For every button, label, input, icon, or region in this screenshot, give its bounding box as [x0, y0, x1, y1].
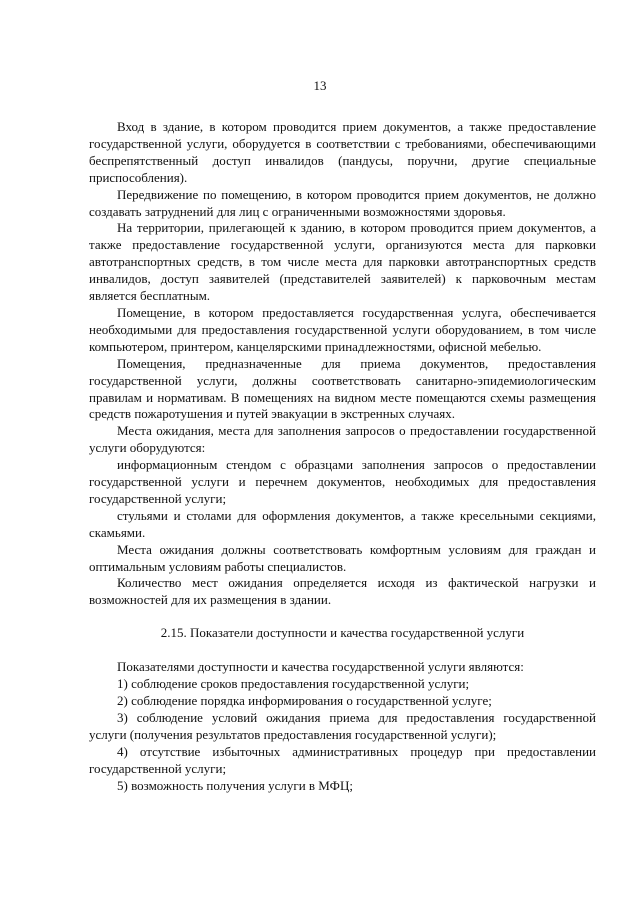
list-item-mfc: 5) возможность получения услуги в МФЦ; — [117, 777, 353, 793]
list-item-informing-procedure: 2) соблюдение порядка информирования о государственной услуге; — [117, 693, 492, 708]
list-item-no-excess-procedures: 4) отсутствие избыточных административных процедур при предоставлении государственной услуги; — [89, 743, 596, 776]
page-number: 13 — [313, 78, 327, 93]
list-item-waiting-conditions: 3) соблюдение условий ожидания приема для предоставления государственной услуги (получения результатов предоставления государственной услуги); — [89, 709, 596, 742]
paragraph-comfort-conditions: Места ожидания должны соответствовать комфортным условиям для граждан и оптимальным условиям работы специалистов. — [89, 541, 596, 574]
list-item-deadlines: 1) соблюдение сроков предоставления государственной услуги; — [117, 676, 470, 692]
paragraph-entrance-accessibility: Вход в здание, в котором проводится прием документов, а также предоставление государственной услуги, оборудуется в соответствии с требованиями, обеспечивающими беспрепятственный доступ инвалидов (пандусы, поручни, другие специальные приспособления). — [89, 119, 596, 185]
paragraph-indicators-intro: Показателями доступности и качества государственной услуги являются: — [117, 659, 524, 675]
paragraph-parking: На территории, прилегающей к зданию, в котором проводится прием документов, а также предоставление государственной услуги, организуются места для парковки автотранспортных средств, в том числе места для парковки автотранспортных средств инвалидов, доступ заявителей (представителей заявителей) к парковочным местам является бесплатным. — [89, 220, 596, 304]
paragraph-movement-inside: Передвижение по помещению, в котором проводится прием документов, не должно создавать затруднений для лиц с ограниченными возможностями здоровья. — [89, 186, 596, 219]
body-text — [89, 119, 596, 794]
section-heading: 2.15. Показатели доступности и качества государственной услуги — [160, 625, 525, 641]
paragraph-information-stand: информационным стендом с образцами заполнения запросов о предоставлении государственной услуги и перечнем документов, необходимых для предоставления государственной услуги; — [89, 457, 596, 506]
paragraph-sanitary-requirements: Помещения, предназначенные для приема документов, предоставления государственной услуги, должны соответствовать санитарно-эпидемиологическим правилам и нормативам. В помещениях на видном месте помещаются схемы размещения средств пожаротушения и путей эвакуации в экстренных случаях. — [89, 355, 596, 422]
paragraph-waiting-places-equipped: Места ожидания, места для заполнения запросов о предоставлении государственной услуги оборудуются: — [89, 423, 596, 456]
paragraph-chairs-tables: стульями и столами для оформления документов, а также кресельными секциями, скамьями. — [89, 507, 596, 540]
paragraph-equipment: Помещение, в котором предоставляется государственная услуга, обеспечивается необходимыми для предоставления государственной услуги оборудованием, в том числе компьютером, принтером, канцелярскими принадлежностями, офисной мебелью. — [89, 304, 596, 354]
paragraph-number-of-places: Количество мест ожидания определяется исходя из фактической нагрузки и возможностей для их размещения в здании. — [89, 575, 596, 608]
